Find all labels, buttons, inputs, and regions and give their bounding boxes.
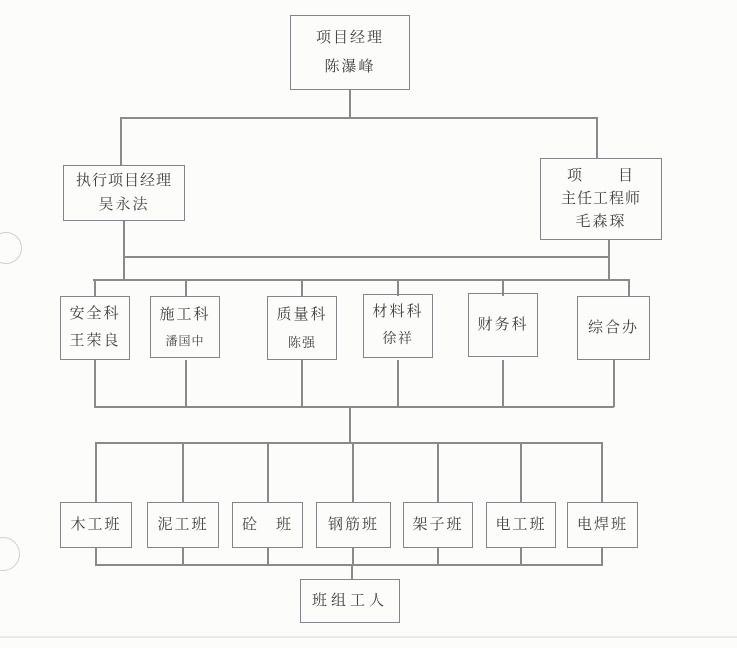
node-name: 潘国中 bbox=[165, 333, 205, 348]
connector-line bbox=[123, 256, 609, 258]
node-label: 架子班 bbox=[412, 516, 464, 533]
connector-line bbox=[95, 564, 603, 566]
node-title: 综合办 bbox=[587, 319, 639, 336]
connector-line bbox=[613, 360, 615, 407]
node-label: 泥工班 bbox=[157, 516, 209, 533]
node-label: 砼 班 bbox=[241, 516, 293, 533]
connector-line bbox=[349, 406, 351, 443]
node-title: 项目经理 bbox=[315, 29, 384, 46]
node-name: 毛森琛 bbox=[575, 213, 627, 230]
binder-hole-mark bbox=[0, 232, 22, 264]
binder-hole-mark bbox=[0, 537, 20, 571]
node-dept-quality bbox=[267, 296, 337, 360]
connector-line bbox=[93, 279, 629, 281]
node-name: 陈瀑峰 bbox=[324, 58, 376, 75]
connector-line bbox=[182, 442, 184, 502]
connector-line bbox=[601, 548, 603, 565]
connector-line bbox=[94, 406, 614, 408]
node-crew-workers bbox=[300, 579, 400, 623]
connector-line bbox=[267, 548, 269, 565]
connector-line bbox=[352, 442, 354, 502]
connector-line bbox=[437, 548, 439, 565]
connector-line bbox=[120, 117, 598, 119]
node-title: 财务科 bbox=[477, 316, 529, 333]
node-dept-materials bbox=[363, 294, 433, 358]
node-title: 安全科 bbox=[69, 306, 121, 322]
node-title-line2: 主任工程师 bbox=[560, 190, 641, 207]
connector-line bbox=[95, 548, 97, 565]
page-edge-line bbox=[0, 636, 737, 638]
node-project-manager bbox=[290, 15, 410, 90]
connector-line bbox=[267, 442, 269, 502]
connector-line bbox=[437, 442, 439, 502]
connector-line bbox=[301, 360, 303, 407]
node-crew-masonry bbox=[147, 502, 219, 548]
connector-line bbox=[596, 117, 598, 158]
connector-line bbox=[95, 442, 97, 502]
node-name: 吴永法 bbox=[98, 196, 150, 213]
node-dept-general-office bbox=[577, 296, 650, 360]
connector-line bbox=[185, 279, 187, 296]
node-label: 钢筋班 bbox=[327, 516, 379, 533]
node-label: 班组工人 bbox=[311, 592, 388, 609]
connector-line bbox=[352, 548, 354, 565]
node-label: 木工班 bbox=[70, 516, 122, 533]
connector-line bbox=[628, 279, 630, 296]
connector-line bbox=[185, 360, 187, 407]
node-crew-scaffold bbox=[403, 502, 473, 548]
connector-line bbox=[349, 90, 351, 118]
node-label: 电焊班 bbox=[576, 516, 628, 533]
node-crew-electric bbox=[486, 502, 556, 548]
node-chief-engineer bbox=[540, 158, 662, 240]
connector-line bbox=[94, 279, 96, 296]
node-name: 陈强 bbox=[287, 334, 316, 350]
node-crew-carpentry bbox=[60, 502, 132, 548]
connector-line bbox=[397, 360, 399, 407]
node-dept-construction bbox=[150, 296, 220, 358]
node-executive-project-manager bbox=[63, 165, 185, 221]
connector-line bbox=[123, 221, 125, 279]
connector-line bbox=[608, 240, 610, 280]
node-title: 执行项目经理 bbox=[75, 172, 172, 189]
connector-line bbox=[182, 548, 184, 565]
connector-line bbox=[502, 360, 504, 407]
connector-line bbox=[120, 117, 122, 165]
node-title-line1: 项 目 bbox=[566, 167, 635, 184]
connector-line bbox=[520, 442, 522, 502]
connector-line bbox=[94, 360, 96, 407]
node-title: 施工科 bbox=[159, 306, 211, 323]
node-crew-concrete bbox=[232, 502, 303, 548]
node-crew-welding bbox=[567, 502, 638, 548]
connector-line bbox=[301, 279, 303, 296]
node-dept-safety bbox=[60, 296, 130, 360]
node-dept-finance bbox=[468, 293, 538, 357]
node-crew-rebar bbox=[316, 502, 391, 548]
node-name: 徐祥 bbox=[382, 332, 414, 347]
node-title: 质量科 bbox=[276, 306, 328, 323]
node-label: 电工班 bbox=[495, 516, 547, 533]
node-name: 王荣良 bbox=[69, 333, 121, 349]
connector-line bbox=[601, 442, 603, 502]
connector-line bbox=[351, 564, 353, 580]
node-title: 材料科 bbox=[372, 304, 424, 320]
connector-line bbox=[520, 548, 522, 565]
connector-line bbox=[96, 442, 603, 444]
